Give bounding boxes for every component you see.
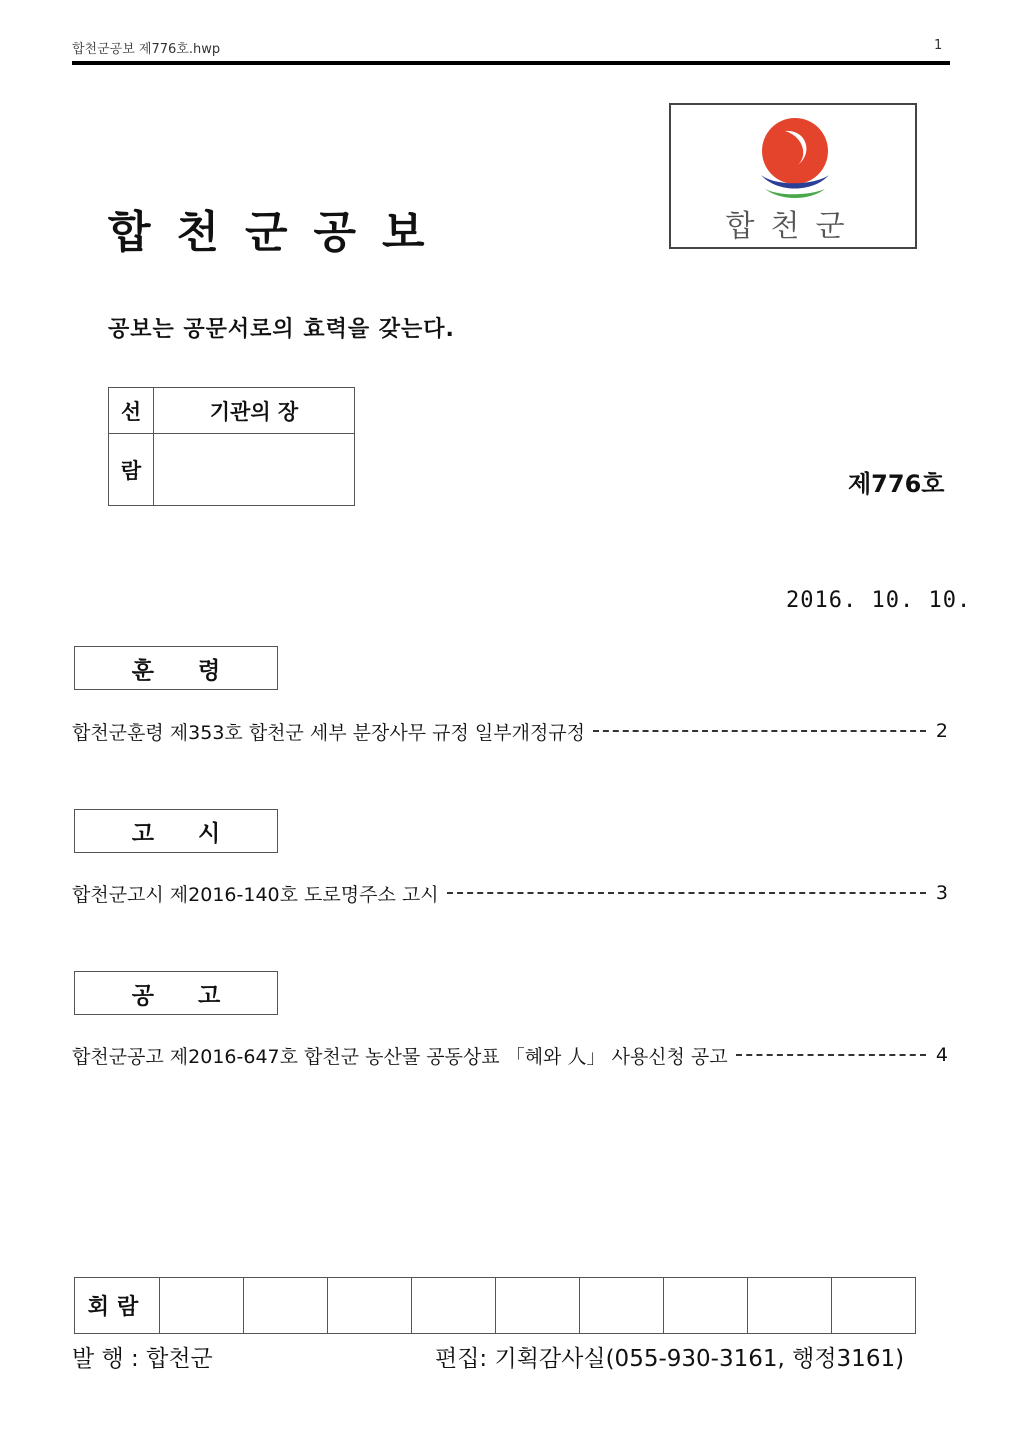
- header-rule: [72, 61, 950, 65]
- circulation-cell: [160, 1278, 244, 1334]
- toc-entry-text: 합천군공고 제2016-647호 합천군 농산물 공동상표 「혜와 人」 사용신청 공고: [72, 1045, 728, 1068]
- toc-entry-announcement[interactable]: [72, 1040, 948, 1070]
- approval-heading: 기관의 장: [154, 388, 355, 434]
- circulation-cell: [748, 1278, 832, 1334]
- toc-entry-notice[interactable]: [72, 878, 948, 908]
- section-heading-directive: [74, 646, 278, 690]
- toc-entry-text: 합천군훈령 제353호 합천군 세부 분장사무 규정 일부개정규정: [72, 721, 585, 744]
- emblem-sun: [762, 118, 828, 184]
- county-logo: [669, 103, 917, 249]
- toc-entry-directive[interactable]: [72, 716, 948, 746]
- toc-entry-page: 3: [935, 882, 948, 904]
- section-char: 시: [198, 820, 221, 847]
- gazette-statement: 공보는 공문서로의 효력을 갖는다.: [108, 317, 455, 342]
- circulation-table: [74, 1277, 916, 1334]
- section-char: 공: [131, 982, 154, 1009]
- section-char: 고: [131, 820, 154, 847]
- editor-contact: 편집: 기획감사실(055-930-3161, 행정3161): [435, 1346, 905, 1372]
- document-filename: 합천군공보 제776호.hwp: [72, 42, 221, 57]
- circulation-cell: [496, 1278, 580, 1334]
- circulation-label: 회람: [75, 1278, 160, 1334]
- circulation-cell: [580, 1278, 664, 1334]
- circulation-cell: [244, 1278, 328, 1334]
- toc-entry-page: 2: [935, 720, 948, 742]
- circulation-cell: [832, 1278, 916, 1334]
- approval-table: [108, 387, 355, 506]
- approval-side-bottom: 람: [109, 434, 154, 506]
- toc-leader: [447, 892, 926, 894]
- section-char: 령: [198, 657, 221, 684]
- toc-entry-page: 4: [935, 1044, 948, 1066]
- section-heading-announcement: [74, 971, 278, 1015]
- page-title: 합천군공보: [108, 207, 451, 258]
- county-emblem-icon: [755, 115, 835, 207]
- issue-date: 2016. 10. 10.: [786, 588, 972, 613]
- section-char: 고: [198, 982, 221, 1009]
- toc-leader: [736, 1054, 926, 1056]
- approval-sign-cell: [154, 434, 355, 506]
- circulation-cell: [412, 1278, 496, 1334]
- emblem-wave-green: [765, 189, 825, 198]
- circulation-cell: [328, 1278, 412, 1334]
- issue-number: 제776호: [848, 470, 945, 498]
- circulation-cell: [664, 1278, 748, 1334]
- toc-leader: [593, 730, 926, 732]
- logo-label: 합천군: [725, 209, 861, 244]
- page-number: 1: [934, 38, 943, 53]
- publisher: 발 행 : 합천군: [72, 1346, 213, 1372]
- toc-entry-text: 합천군고시 제2016-140호 도로명주소 고시: [72, 883, 439, 906]
- section-char: 훈: [131, 657, 154, 684]
- section-heading-notice: [74, 809, 278, 853]
- approval-side-top: 선: [109, 388, 154, 434]
